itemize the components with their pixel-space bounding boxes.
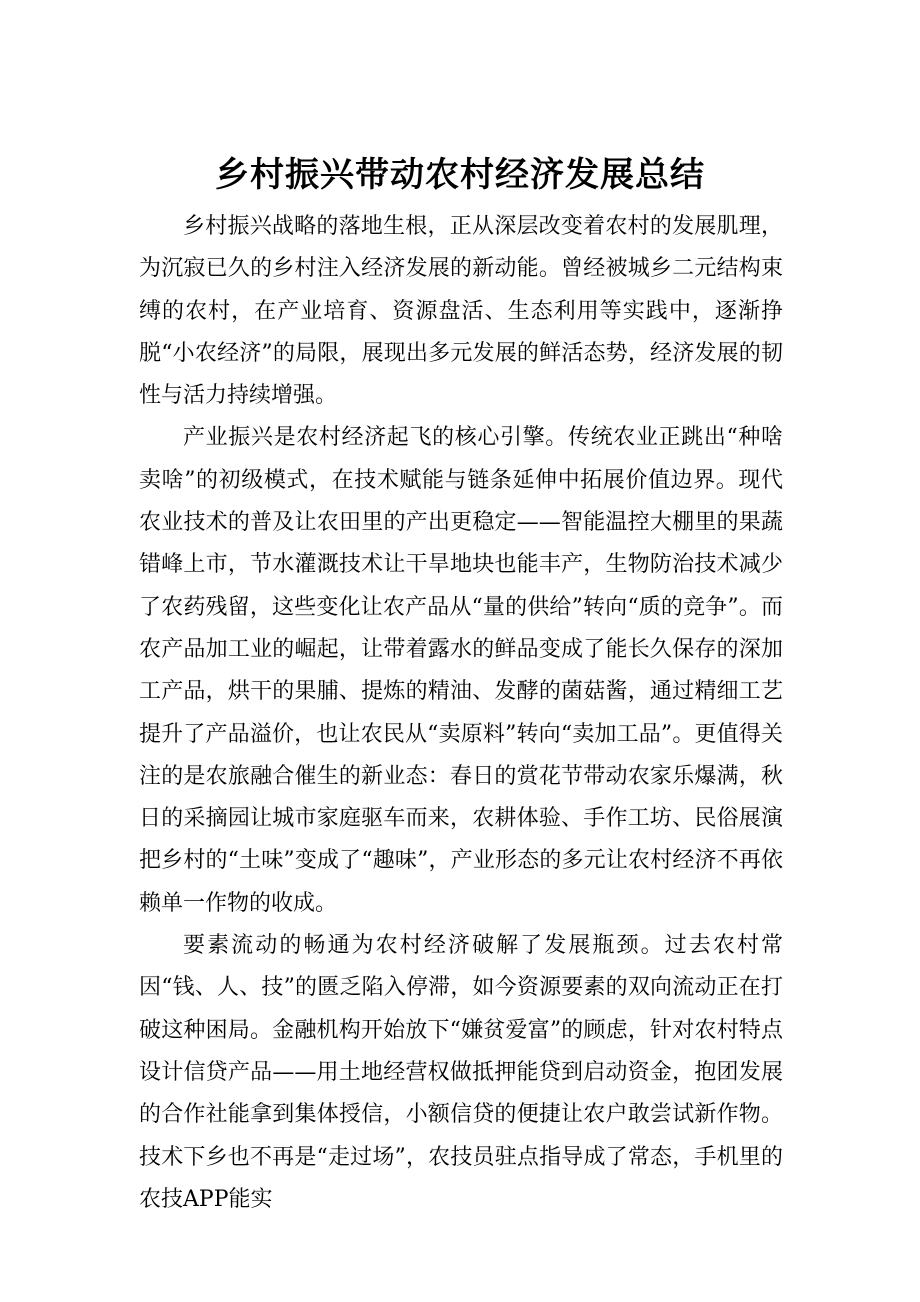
paragraph: 要素流动的畅通为农村经济破解了发展瓶颈。过去农村常因“钱、人、技”的匮乏陷入停滞，如今资源要素的双向流动正在打破这种困局。金融机构开始放下“嫌贫爱富”的顾虑，针对农村特点设计信贷产品——用土地经营权做抵押能贷到启动资金，抱团发展的合作社能拿到集体授信，小额信贷的便捷让农户敢尝试新作物。技术下乡也不再是“走过场”，农技员驻点指导成了常态，手机里的农技APP能实: [139, 933, 783, 1212]
page-title: 乡村振兴带动农村经济发展总结: [215, 154, 705, 195]
document-body: [139, 206, 783, 1221]
paragraph: 乡村振兴战略的落地生根，正从深层改变着农村的发展肌理，为沉寂已久的乡村注入经济发展的新动能。曾经被城乡二元结构束缚的农村，在产业培育、资源盘活、生态利用等实践中，逐渐挣脱“小农经济”的局限，展现出多元发展的鲜活态势，经济发展的韧性与活力持续增强。: [139, 214, 783, 409]
paragraph: 产业振兴是农村经济起飞的核心引擎。传统农业正跳出“种啥卖啥”的初级模式，在技术赋能与链条延伸中拓展价值边界。现代农业技术的普及让农田里的产出更稳定——智能温控大棚里的果蔬错峰上市，节水灌溉技术让干旱地块也能丰产，生物防治技术减少了农药残留，这些变化让农产品从“量的供给”转向“质的竞争”。而农产品加工业的崛起，让带着露水的鲜品变成了能长久保存的深加工产品，烘干的果脯、提炼的精油、发酵的菌菇酱，通过精细工艺提升了产品溢价，也让农民从“卖原料”转向“卖加工品”。更值得关注的是农旅融合催生的新业态：春日的赏花节带动农家乐爆满，秋日的采摘园让城市家庭驱车而来，农耕体验、手作工坊、民俗展演把乡村的“土味”变成了“趣味”，产业形态的多元让农村经济不再依赖单一作物的收成。: [139, 425, 783, 916]
